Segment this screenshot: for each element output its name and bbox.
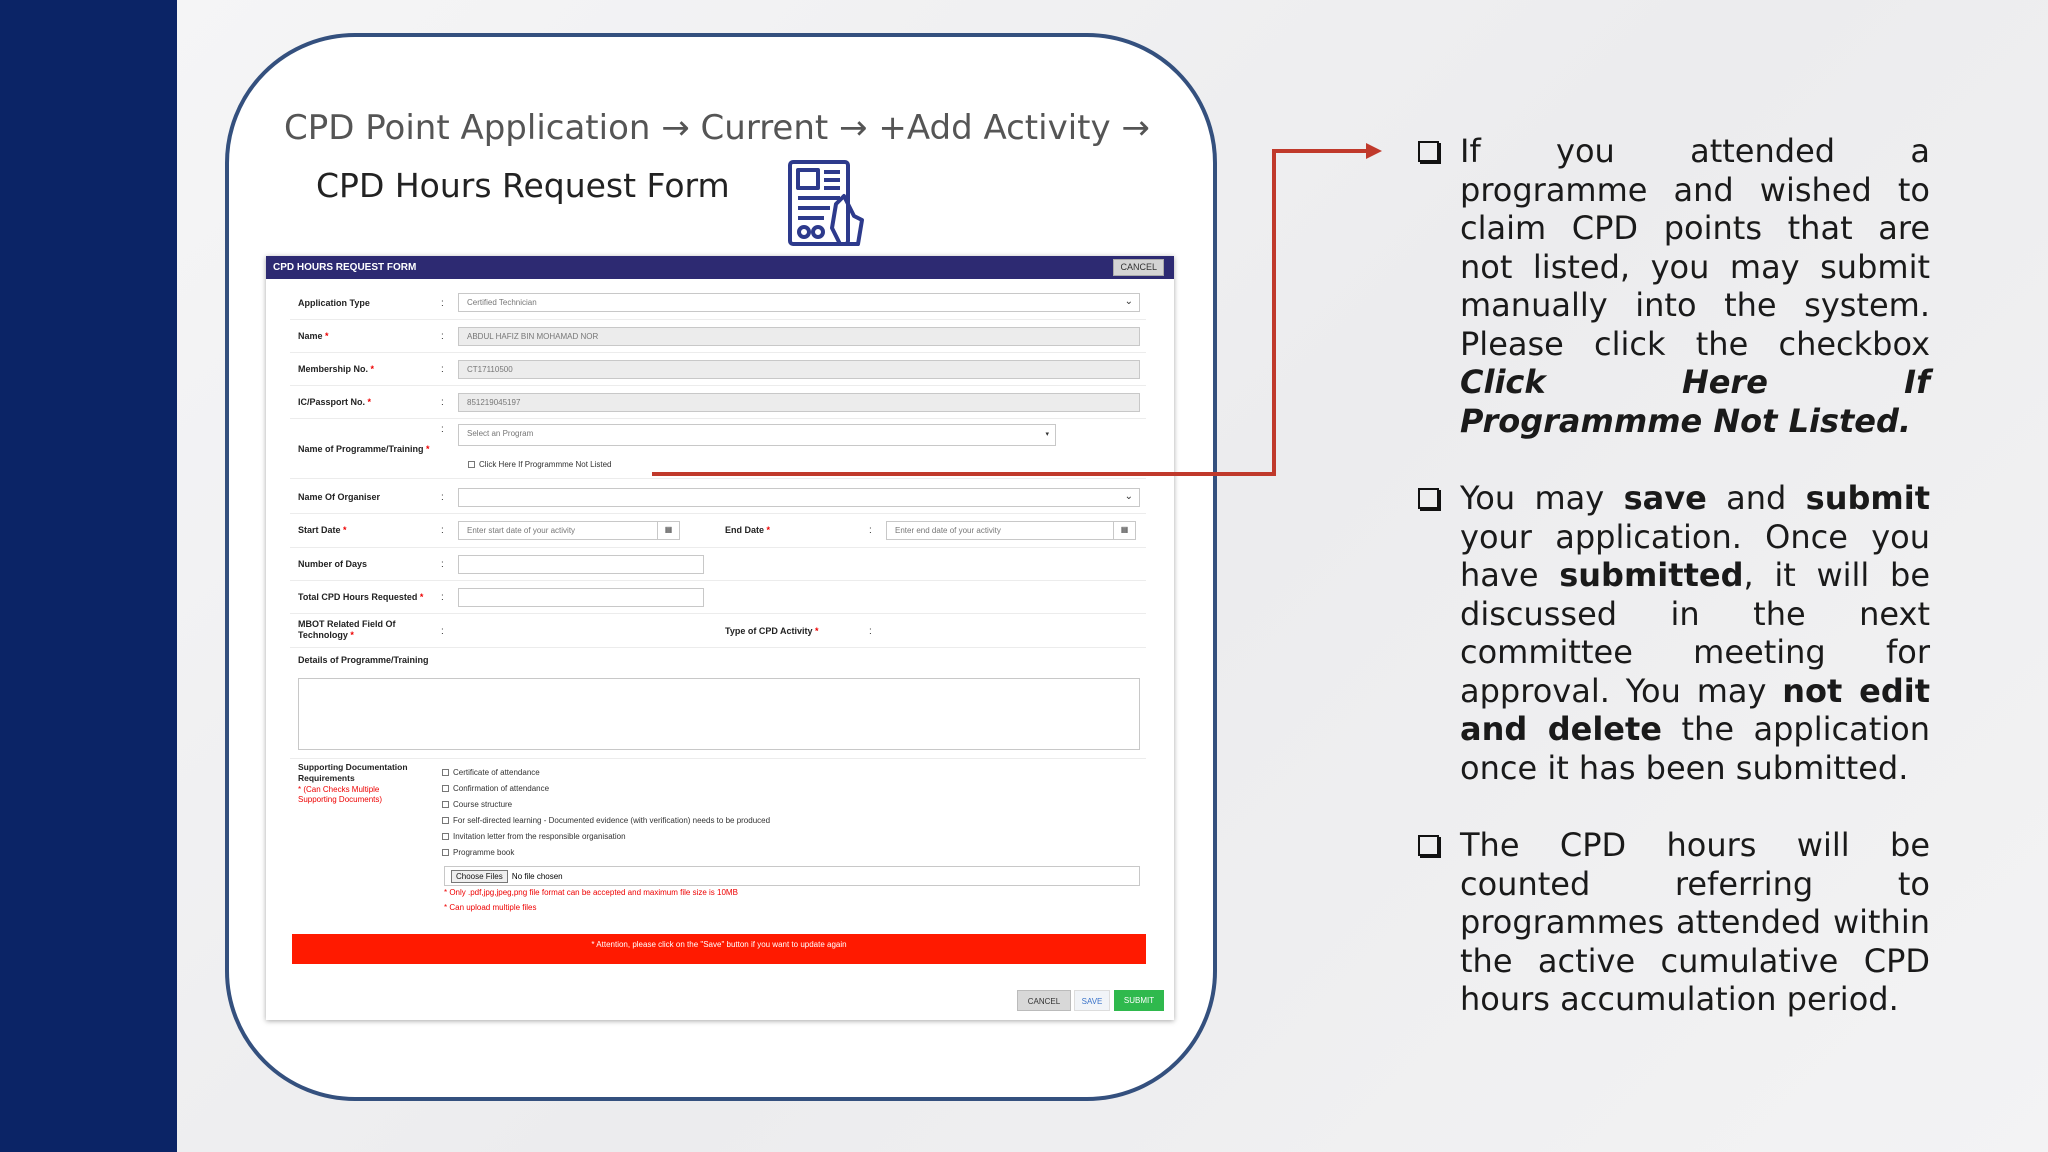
row-divider — [290, 613, 1146, 614]
checkbox-icon — [442, 833, 449, 840]
total-hours-input[interactable] — [458, 588, 704, 607]
row-divider — [290, 513, 1146, 514]
supporting-docs-label — [298, 762, 408, 784]
checkbox-icon — [442, 817, 449, 824]
programme-label-text: Name of Programme/Training — [298, 444, 424, 454]
details-label: Details of Programme/Training — [298, 655, 429, 665]
colon: : — [441, 592, 444, 603]
mbot-label-line-2-text: Technology — [298, 630, 348, 640]
required-mark: * — [370, 364, 375, 374]
days-input[interactable] — [458, 555, 704, 574]
application-type-value: Certified Technician — [467, 298, 537, 307]
details-textarea[interactable] — [298, 678, 1140, 750]
bullet-2-text: your application. Once you have — [1460, 517, 1930, 594]
supporting-docs-note — [298, 785, 382, 805]
programme-label — [298, 444, 430, 455]
row-divider — [290, 352, 1146, 353]
chevron-down-icon: ⌄ — [1124, 491, 1133, 502]
colon: : — [869, 525, 872, 536]
checkbox-icon — [442, 769, 449, 776]
bullet-2-text: the application once it has been submitted. — [1460, 710, 1931, 787]
colon: : — [441, 525, 444, 536]
calendar-icon[interactable]: ▦ — [1113, 522, 1135, 539]
row-divider — [290, 418, 1146, 419]
bullet-1-text: If you attended a programme and wished to claim CPD points that are not listed, you may submit manually into the system. Please click the checkbox — [1460, 132, 1930, 363]
supporting-docs-note-line-1: * (Can Checks Multiple — [298, 785, 380, 794]
supporting-docs-label-line-2: Requirements — [298, 773, 355, 783]
name-field[interactable]: ABDUL HAFIZ BIN MOHAMAD NOR — [458, 327, 1140, 346]
organiser-label: Name Of Organiser — [298, 492, 381, 502]
programme-select[interactable] — [458, 424, 1056, 446]
colon: : — [441, 626, 444, 637]
days-label: Number of Days — [298, 559, 368, 569]
submit-button[interactable]: SUBMIT — [1114, 990, 1164, 1011]
required-mark: * — [350, 630, 354, 640]
header-cancel-button[interactable]: CANCEL — [1113, 259, 1164, 276]
required-mark: * — [325, 331, 329, 341]
mbot-label-line-2 — [298, 630, 396, 641]
row-divider — [290, 647, 1146, 648]
name-label — [298, 331, 329, 342]
colon: : — [441, 559, 444, 570]
doc-label: Confirmation of attendance — [453, 784, 550, 793]
supporting-docs-label-line-1: Supporting Documentation — [298, 762, 408, 772]
end-date-label-text: End Date — [725, 525, 765, 535]
bullet-2-text: You may — [1460, 479, 1624, 517]
bullet-2-save: save — [1623, 479, 1707, 517]
bullet-2-text: and — [1706, 479, 1806, 517]
left-accent-bar — [0, 0, 177, 1152]
supporting-docs-note-line-2: Supporting Documents) — [298, 795, 383, 804]
required-mark: * — [766, 525, 771, 535]
programme-placeholder: Select an Program — [467, 429, 534, 438]
end-date-placeholder: Enter end date of your activity — [895, 526, 1001, 535]
instruction-bullet — [1418, 479, 1930, 787]
row-divider — [290, 580, 1146, 581]
colon: : — [441, 298, 444, 309]
membership-field[interactable]: CT17110500 — [458, 360, 1140, 379]
chevron-down-icon: ⌄ — [1124, 296, 1133, 307]
start-date-label — [298, 525, 347, 536]
checkbox-icon — [442, 801, 449, 808]
checkbox-bullet-icon — [1418, 141, 1439, 162]
colon: : — [869, 626, 872, 637]
end-date-label — [725, 525, 770, 536]
organiser-select[interactable] — [458, 488, 1140, 507]
ic-passport-label — [298, 397, 371, 408]
checkbox-icon — [442, 785, 449, 792]
checkbox-icon — [442, 849, 449, 856]
activity-type-label — [725, 626, 819, 637]
start-date-label-text: Start Date — [298, 525, 341, 535]
instructions-panel — [1418, 132, 1930, 1058]
row-divider — [290, 758, 1146, 759]
file-format-note: * Only .pdf,jpg,jpeg,png file format can be accepted and maximum file size is 10MB — [444, 888, 738, 897]
row-divider — [290, 319, 1146, 320]
cpd-hours-request-form — [266, 256, 1174, 1020]
bullet-3-text: The CPD hours will be counted referring to programmes attended within the active cumulative CPD hours accumulation period. — [1460, 826, 1930, 1018]
form-header — [266, 256, 1174, 279]
breadcrumb: CPD Point Application → Current → +Add Activity → — [284, 108, 1150, 148]
row-divider — [290, 547, 1146, 548]
start-date-input[interactable] — [458, 521, 680, 540]
form-document-icon — [784, 156, 868, 250]
checkbox-icon — [468, 461, 475, 468]
bullet-2-not-edit: not edit and delete — [1460, 671, 1931, 748]
application-type-label: Application Type — [298, 298, 370, 308]
colon: : — [441, 492, 444, 503]
not-listed-checkbox[interactable] — [468, 460, 611, 470]
required-mark: * — [343, 525, 347, 535]
instruction-bullet — [1418, 132, 1930, 440]
row-divider — [290, 385, 1146, 386]
not-listed-label: Click Here If Programmme Not Listed — [479, 460, 612, 469]
required-mark: * — [815, 626, 819, 636]
chevron-down-icon: ▾ — [1045, 431, 1049, 438]
doc-label: Invitation letter from the responsible organisation — [453, 832, 626, 841]
doc-checkbox-item[interactable] — [442, 800, 512, 810]
doc-checkbox-item[interactable] — [442, 816, 770, 826]
total-hours-label — [298, 592, 423, 603]
choose-files-button[interactable]: Choose Files — [451, 870, 508, 883]
bullet-1-emphasis: Click Here If Programmme Not Listed. — [1460, 363, 1930, 440]
mbot-label-line-1: MBOT Related Field Of — [298, 619, 396, 629]
mbot-field-label — [298, 619, 396, 641]
total-hours-label-text: Total CPD Hours Requested — [298, 592, 418, 602]
bullet-2-submit: submit — [1805, 479, 1930, 517]
end-date-input[interactable] — [886, 521, 1136, 540]
doc-label: Course structure — [453, 800, 513, 809]
attention-banner: * Attention, please click on the "Save" button if you want to update again — [292, 934, 1146, 964]
colon: : — [441, 331, 444, 342]
colon: : — [441, 397, 444, 408]
colon: : — [441, 364, 444, 375]
form-header-title: CPD HOURS REQUEST FORM — [273, 262, 417, 273]
ic-passport-field[interactable]: 851219045197 — [458, 393, 1140, 412]
doc-label: Certificate of attendance — [453, 768, 540, 777]
doc-checkbox-item[interactable] — [442, 784, 549, 794]
name-label-text: Name — [298, 331, 323, 341]
page-title: CPD Hours Request Form — [316, 166, 730, 205]
activity-type-label-text: Type of CPD Activity — [725, 626, 813, 636]
doc-checkbox-item[interactable] — [442, 832, 626, 842]
start-date-placeholder: Enter start date of your activity — [467, 526, 576, 535]
doc-label: For self-directed learning - Documented evidence (with verification) needs to be produced — [453, 816, 771, 825]
required-mark: * — [367, 397, 372, 407]
file-upload-field — [444, 866, 1140, 886]
required-mark: * — [426, 444, 430, 454]
colon: : — [441, 424, 444, 435]
cancel-button[interactable]: CANCEL — [1017, 990, 1071, 1011]
doc-checkbox-item[interactable] — [442, 768, 540, 778]
bullet-2-submitted: submitted — [1559, 556, 1744, 594]
save-button[interactable]: SAVE — [1074, 990, 1110, 1011]
bullet-2-text: , it will be discussed in the next committee meeting for approval. You may — [1460, 556, 1931, 710]
no-file-text: No file chosen — [511, 872, 563, 881]
checkbox-bullet-icon — [1418, 488, 1439, 509]
membership-label-text: Membership No. — [298, 364, 369, 374]
multiple-files-note: * Can upload multiple files — [444, 903, 537, 912]
application-type-select[interactable] — [458, 293, 1140, 312]
calendar-icon[interactable]: ▦ — [657, 522, 679, 539]
membership-label — [298, 364, 374, 375]
checkbox-bullet-icon — [1418, 835, 1439, 856]
required-mark: * — [419, 592, 424, 602]
row-divider — [290, 478, 1146, 479]
doc-label: Programme book — [453, 848, 515, 857]
doc-checkbox-item[interactable] — [442, 848, 514, 858]
ic-passport-label-text: IC/Passport No. — [298, 397, 366, 407]
instruction-bullet — [1418, 826, 1930, 1019]
